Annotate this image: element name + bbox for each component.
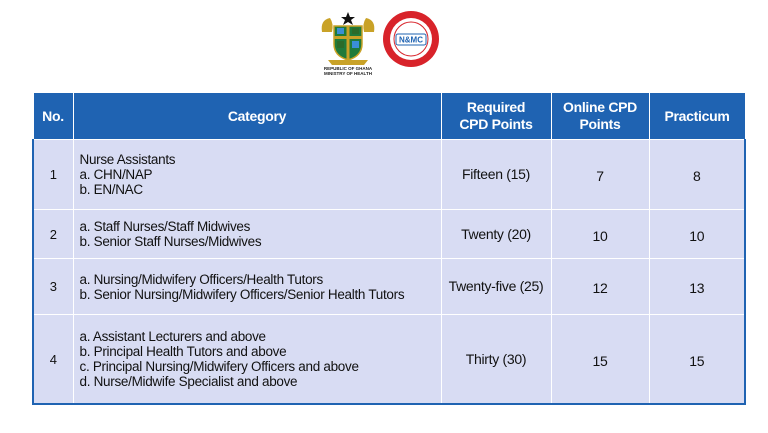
row-required-points: Twenty-five (25): [441, 259, 551, 315]
row-practicum: 8: [649, 140, 745, 210]
table-header-row: [33, 93, 745, 140]
row-practicum: 13: [649, 259, 745, 315]
row-practicum: 15: [649, 315, 745, 405]
row-required-points: Thirty (30): [441, 315, 551, 405]
row-category: a. Nursing/Midwifery Officers/Health Tutors b. Senior Nursing/Midwifery Officers/Senior Health Tutors: [73, 259, 441, 315]
table-row: [33, 315, 745, 405]
col-header-online: Online CPD Points: [551, 93, 649, 140]
col-header-no: No.: [33, 93, 73, 140]
row-required-points: Twenty (20): [441, 210, 551, 259]
cpd-points-table: [32, 92, 746, 405]
col-header-required: Required CPD Points: [441, 93, 551, 140]
row-online-points: 15: [551, 315, 649, 405]
col-header-category: Category: [73, 93, 441, 140]
col-header-practicum: Practicum: [649, 93, 745, 140]
row-practicum: 10: [649, 210, 745, 259]
row-category: a. Staff Nurses/Staff Midwives b. Senior Staff Nurses/Midwives: [73, 210, 441, 259]
row-number: 4: [33, 315, 73, 405]
row-online-points: 12: [551, 259, 649, 315]
row-required-points: Fifteen (15): [441, 140, 551, 210]
row-category: Nurse Assistants a. CHN/NAP b. EN/NAC: [73, 140, 441, 210]
table-row: [33, 210, 745, 259]
row-number: 2: [33, 210, 73, 259]
table-row: [33, 259, 745, 315]
header-logos: [318, 8, 448, 80]
row-online-points: 7: [551, 140, 649, 210]
row-number: 3: [33, 259, 73, 315]
nmc-seal-icon: [382, 10, 440, 68]
row-online-points: 10: [551, 210, 649, 259]
coat-caption: REPUBLIC OF GHANA MINISTRY OF HEALTH: [323, 66, 373, 76]
ghana-coat-of-arms-icon: [318, 10, 378, 66]
row-category: a. Assistant Lecturers and above b. Principal Health Tutors and above c. Principal Nursing/Midwifery Officers and above d. Nurse/Midwife Specialist and above: [73, 315, 441, 405]
row-number: 1: [33, 140, 73, 210]
seal-text: N&MC: [399, 35, 423, 45]
table-row: [33, 140, 745, 210]
